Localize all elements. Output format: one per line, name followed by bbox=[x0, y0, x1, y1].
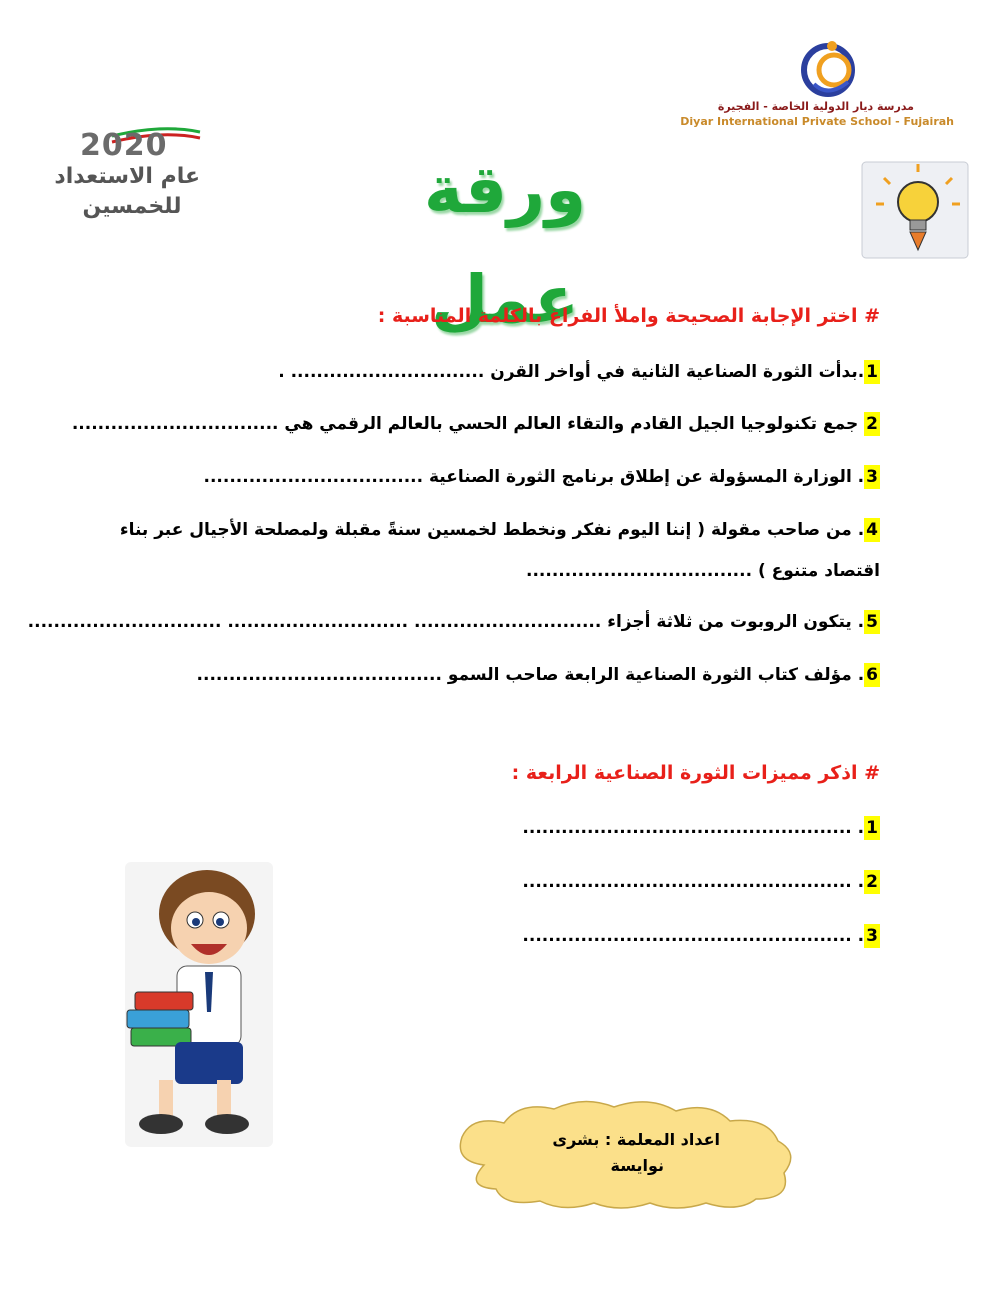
year-number: 2020 bbox=[80, 128, 168, 163]
lightbulb-icon bbox=[860, 160, 970, 260]
feature-item-3 bbox=[522, 926, 880, 946]
year-badge-line2: للخمسين bbox=[82, 194, 182, 219]
question-2 bbox=[72, 414, 880, 434]
question-4 bbox=[120, 520, 880, 540]
school-logo-icon bbox=[794, 38, 864, 98]
school-logo bbox=[680, 38, 954, 138]
question-text: . مؤلف كتاب الثورة الصناعية الرابعة صاحب السمو ...................................... bbox=[196, 665, 865, 685]
question-4-continuation: اقتصاد متنوع ) ................................... bbox=[526, 561, 880, 581]
page-title: ورقة عمل bbox=[423, 151, 587, 338]
student-with-books-icon bbox=[125, 862, 273, 1147]
question-5 bbox=[28, 612, 880, 632]
teacher-credit-line2: نوايسة bbox=[610, 1156, 664, 1175]
question-3 bbox=[204, 467, 881, 487]
question-text: .بدأت الثورة الصناعية الثانية في أواخر القرن .............................. . bbox=[278, 362, 865, 382]
question-number: 1 bbox=[866, 362, 878, 382]
question-number: 2 bbox=[866, 414, 878, 434]
item-number: 2 bbox=[866, 872, 878, 892]
student-clipart bbox=[125, 862, 273, 1147]
lightbulb-image bbox=[860, 160, 970, 260]
question-text: . يتكون الروبوت من ثلاثة أجزاء ............................. ............................ .............................. bbox=[27, 612, 865, 632]
teacher-credit-line1: اعداد المعلمة : بشرى bbox=[552, 1130, 720, 1149]
feature-item-1 bbox=[522, 818, 880, 838]
question-text: . الوزارة المسؤولة عن إطلاق برنامج الثورة الصناعية .................................. bbox=[203, 467, 865, 487]
item-text: . ................................................... bbox=[522, 926, 865, 946]
question-number: 4 bbox=[866, 520, 878, 540]
section2-heading: # اذكر مميزات الثورة الصناعية الرابعة : bbox=[511, 762, 880, 784]
year-of-fifty-badge bbox=[52, 122, 202, 237]
item-number: 3 bbox=[866, 926, 878, 946]
school-name-arabic: مدرسة ديار الدولية الخاصة - الفجيرة bbox=[717, 100, 914, 113]
item-number: 1 bbox=[866, 818, 878, 838]
question-text: . من صاحب مقولة ( إننا اليوم نفكر ونخطط لخمسين سنةً مقبلة ولمصلحة الأجيال عبر بناء bbox=[119, 520, 865, 540]
question-text: جمع تكنولوجيا الجيل القادم والتقاء العالم الحسي بالعالم الرقمي هي ................................ bbox=[71, 414, 865, 434]
year-badge-line1: عام الاستعداد bbox=[54, 164, 200, 189]
section1-heading: # اختر الإجابة الصحيحة واملأ الفراغ بالكلمة المناسبة : bbox=[377, 305, 880, 327]
feature-item-2 bbox=[522, 872, 880, 892]
teacher-credit bbox=[488, 1127, 720, 1179]
school-name-english: Diyar International Private School - Fujairah bbox=[680, 115, 954, 128]
question-6 bbox=[197, 665, 880, 685]
question-number: 3 bbox=[866, 467, 878, 487]
question-1 bbox=[278, 362, 880, 382]
question-number: 6 bbox=[866, 665, 878, 685]
question-number: 5 bbox=[866, 612, 878, 632]
item-text: . ................................................... bbox=[522, 872, 865, 892]
item-text: . ................................................... bbox=[522, 818, 865, 838]
